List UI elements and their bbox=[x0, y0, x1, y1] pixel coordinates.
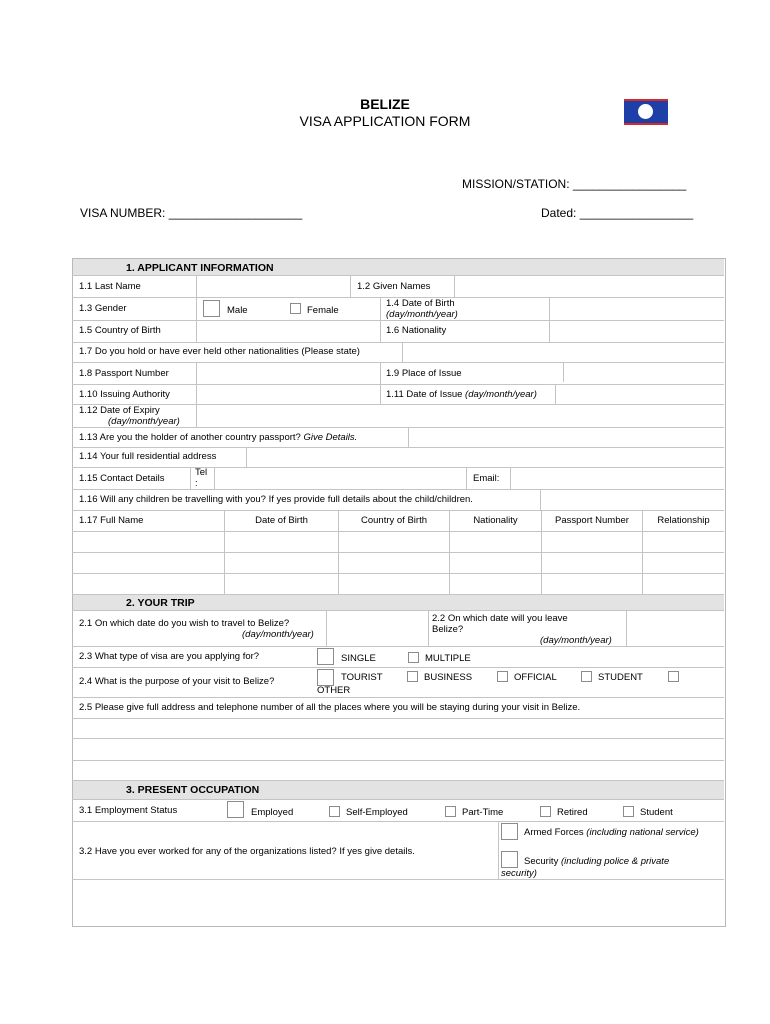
multiple-entry-checkbox[interactable] bbox=[408, 652, 419, 663]
worked-for-organizations-label: 3.2 Have you ever worked for any of the organizations listed? If yes give details. bbox=[79, 846, 415, 857]
part-time-label: Part-Time bbox=[462, 807, 504, 818]
belize-flag-icon bbox=[624, 99, 668, 125]
armed-forces-label: Armed Forces (including national service) bbox=[524, 827, 699, 838]
leave-date-label-line2: Belize? bbox=[432, 624, 464, 635]
dob-label: 1.4 Date of Birth bbox=[386, 298, 455, 309]
other-passport-input[interactable] bbox=[409, 428, 723, 447]
nationality-label: 1.6 Nationality bbox=[386, 325, 447, 336]
armed-forces-checkbox[interactable] bbox=[501, 823, 518, 840]
nationality-input[interactable] bbox=[550, 321, 723, 342]
official-checkbox[interactable] bbox=[497, 671, 508, 682]
security-note-continued: security) bbox=[501, 868, 537, 879]
given-names-input[interactable] bbox=[455, 276, 723, 297]
residential-address-label: 1.14 Your full residential address bbox=[79, 451, 217, 462]
part-time-checkbox[interactable] bbox=[445, 806, 456, 817]
other-passport-label: 1.13 Are you the holder of another country passport? Give Details. bbox=[79, 432, 358, 443]
date-of-issue-input[interactable] bbox=[556, 385, 723, 404]
email-label: Email: bbox=[473, 473, 500, 484]
form-title: VISA APPLICATION FORM bbox=[299, 113, 471, 129]
other-purpose-label: OTHER bbox=[317, 685, 351, 696]
organization-details-input[interactable] bbox=[73, 880, 724, 925]
last-name-label: 1.1 Last Name bbox=[79, 281, 141, 292]
children-travelling-label: 1.16 Will any children be travelling with you? If yes provide full details about the child/children. bbox=[79, 494, 473, 505]
travel-date-input[interactable] bbox=[327, 611, 428, 646]
employment-status-label: 3.1 Employment Status bbox=[79, 805, 178, 816]
visa-type-label: 2.3 What type of visa are you applying for? bbox=[79, 651, 260, 662]
stay-address-line[interactable] bbox=[73, 719, 724, 738]
tel-input[interactable] bbox=[215, 468, 466, 489]
other-purpose-checkbox[interactable] bbox=[668, 671, 679, 682]
security-label: Security (including police & private bbox=[524, 856, 670, 867]
children-travelling-input[interactable] bbox=[541, 490, 723, 510]
female-checkbox[interactable] bbox=[290, 303, 301, 314]
stay-addresses-label: 2.5 Please give full address and telephone number of all the places where you will be staying during your visit in Belize. bbox=[79, 702, 581, 713]
children-col-country-of-birth: Country of Birth bbox=[361, 515, 427, 526]
passport-number-label: 1.8 Passport Number bbox=[79, 368, 169, 379]
leave-date-label-line1: 2.2 On which date will you leave bbox=[432, 613, 568, 624]
employed-label: Employed bbox=[251, 807, 294, 818]
other-nationalities-label: 1.7 Do you hold or have ever held other nationalities (Please state) bbox=[79, 346, 360, 357]
female-label: Female bbox=[307, 305, 339, 316]
leave-date-input[interactable] bbox=[627, 611, 723, 646]
visit-purpose-label: 2.4 What is the purpose of your visit to Belize? bbox=[79, 676, 275, 687]
children-table-row[interactable] bbox=[73, 532, 724, 552]
business-checkbox[interactable] bbox=[407, 671, 418, 682]
issuing-authority-input[interactable] bbox=[197, 385, 380, 404]
stay-address-line[interactable] bbox=[73, 739, 724, 760]
form-country-title: BELIZE bbox=[360, 96, 410, 112]
travel-date-format-hint: (day/month/year) bbox=[242, 629, 314, 640]
tel-label-line2: : bbox=[195, 478, 198, 489]
contact-details-label: 1.15 Contact Details bbox=[79, 473, 165, 484]
section2-title: 2. YOUR TRIP bbox=[126, 597, 195, 609]
country-of-birth-label: 1.5 Country of Birth bbox=[79, 325, 161, 336]
student-purpose-checkbox[interactable] bbox=[581, 671, 592, 682]
date-of-expiry-label: 1.12 Date of Expiry bbox=[79, 405, 160, 416]
retired-checkbox[interactable] bbox=[540, 806, 551, 817]
place-of-issue-label: 1.9 Place of Issue bbox=[386, 368, 462, 379]
official-label: OFFICIAL bbox=[514, 672, 557, 683]
residential-address-input[interactable] bbox=[247, 448, 723, 467]
student-status-label: Student bbox=[640, 807, 673, 818]
student-status-checkbox[interactable] bbox=[623, 806, 634, 817]
date-of-expiry-input[interactable] bbox=[197, 405, 723, 427]
children-col-full-name: 1.17 Full Name bbox=[79, 515, 144, 526]
single-entry-checkbox[interactable] bbox=[317, 648, 334, 665]
travel-date-label: 2.1 On which date do you wish to travel to Belize? bbox=[79, 618, 290, 629]
last-name-input[interactable] bbox=[197, 276, 350, 297]
email-input[interactable] bbox=[511, 468, 723, 489]
children-col-passport-number: Passport Number bbox=[555, 515, 629, 526]
passport-number-input[interactable] bbox=[197, 363, 380, 384]
business-label: BUSINESS bbox=[424, 672, 473, 683]
male-label: Male bbox=[227, 305, 248, 316]
gender-label: 1.3 Gender bbox=[79, 303, 127, 314]
self-employed-checkbox[interactable] bbox=[329, 806, 340, 817]
children-table-row[interactable] bbox=[73, 553, 724, 573]
stay-address-line[interactable] bbox=[73, 761, 724, 780]
section3-title: 3. PRESENT OCCUPATION bbox=[126, 784, 260, 796]
date-of-expiry-format-hint: (day/month/year) bbox=[108, 416, 180, 427]
date-of-issue-label: 1.11 Date of Issue (day/month/year) bbox=[386, 389, 537, 400]
tel-label-line1: Tel bbox=[195, 467, 208, 478]
visa-number-field[interactable]: VISA NUMBER: ____________________ bbox=[80, 206, 303, 220]
security-checkbox[interactable] bbox=[501, 851, 518, 868]
issuing-authority-label: 1.10 Issuing Authority bbox=[79, 389, 170, 400]
given-names-label: 1.2 Given Names bbox=[357, 281, 431, 292]
section1-title: 1. APPLICANT INFORMATION bbox=[126, 262, 274, 274]
dob-format-hint: (day/month/year) bbox=[386, 309, 458, 320]
multiple-entry-label: MULTIPLE bbox=[425, 653, 471, 664]
other-nationalities-input[interactable] bbox=[403, 343, 723, 362]
dated-field[interactable]: Dated: _________________ bbox=[541, 206, 694, 220]
country-of-birth-input[interactable] bbox=[197, 321, 380, 342]
student-purpose-label: STUDENT bbox=[598, 672, 643, 683]
single-entry-label: SINGLE bbox=[341, 653, 376, 664]
mission-station-field[interactable]: MISSION/STATION: _________________ bbox=[462, 177, 687, 191]
male-checkbox[interactable] bbox=[203, 300, 220, 317]
self-employed-label: Self-Employed bbox=[346, 807, 408, 818]
tourist-checkbox[interactable] bbox=[317, 669, 334, 686]
leave-date-format-hint: (day/month/year) bbox=[540, 635, 612, 646]
employed-checkbox[interactable] bbox=[227, 801, 244, 818]
children-col-nationality: Nationality bbox=[473, 515, 518, 526]
place-of-issue-input[interactable] bbox=[564, 363, 723, 384]
children-col-relationship: Relationship bbox=[657, 515, 710, 526]
tourist-label: TOURIST bbox=[341, 672, 383, 683]
dob-input[interactable] bbox=[550, 298, 723, 320]
children-table-row[interactable] bbox=[73, 574, 724, 594]
retired-label: Retired bbox=[557, 807, 588, 818]
children-col-dob: Date of Birth bbox=[255, 515, 308, 526]
